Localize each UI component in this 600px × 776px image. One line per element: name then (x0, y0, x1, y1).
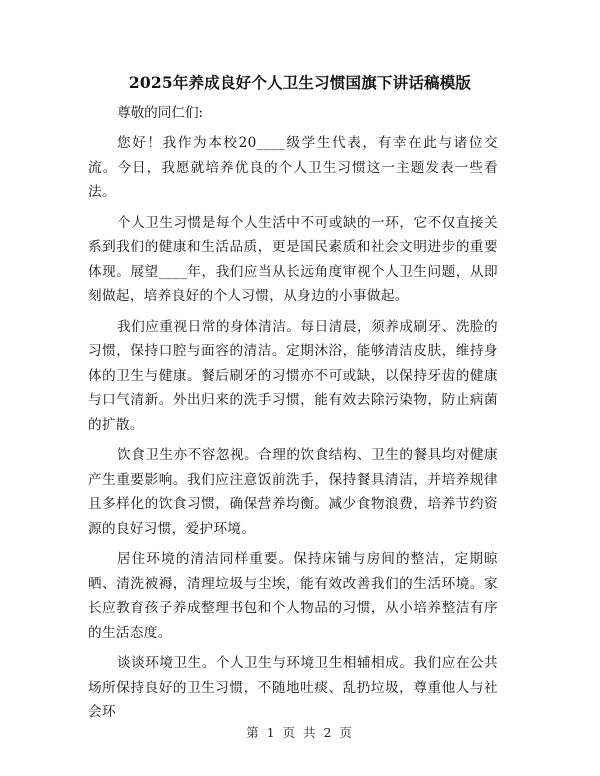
paragraph-diet-hygiene: 饮食卫生亦不容忽视。合理的饮食结构、卫生的餐具均对健康产生重要影响。我们应注意饭前洗手，保持餐具清洁，并培养规律且多样化的饮食习惯，确保营养均衡。减少食物浪费，培养节约资源的良好习惯，爱护环境。 (88, 447, 498, 537)
paragraph-living-environment: 居住环境的清洁同样重要。保持床铺与房间的整洁，定期晾晒、清洗被褥，清理垃圾与尘埃，能有效改善我们的生活环境。家长应教育孩子养成整理书包和个人物品的习惯，从小培养整洁有序的生活态度。 (88, 551, 498, 641)
salutation: 尊敬的同仁们: (117, 105, 204, 121)
paragraph-environment-hygiene: 谈谈环境卫生。个人卫生与环境卫生相辅相成。我们应在公共场所保持良好的卫生习惯，不随地吐痰、乱扔垃圾，尊重他人与社会环 (88, 655, 498, 720)
document-body (88, 102, 498, 725)
paragraph-greeting: 您好！我作为本校20____级学生代表，有幸在此与诸位交流。今日，我愿就培养优良的个人卫生习惯这一主题发表一些看法。 (88, 135, 498, 200)
page-footer: 第 1 页 共 2 页 (246, 725, 354, 740)
document-title: 2025年养成良好个人卫生习惯国旗下讲话稿模版 (128, 73, 472, 92)
paragraph-body-cleaning: 我们应重视日常的身体清洁。每日清晨，须养成刷牙、洗脸的习惯，保持口腔与面容的清洁。定期沐浴，能够清洁皮肤，维持身体的卫生与健康。餐后刷牙的习惯亦不可或缺，以保持牙齿的健康与口气清新。外出归来的洗手习惯，能有效去除污染物，防止病菌的扩散。 (88, 318, 498, 433)
paragraph-importance: 个人卫生习惯是每个人生活中不可或缺的一环，它不仅直接关系到我们的健康和生活品质，更是国民素质和社会文明进步的重要体现。展望____年，我们应当从长远角度审视个人卫生问题，从即刻做起，培养良好的个人习惯，从身边的小事做起。 (88, 214, 498, 304)
